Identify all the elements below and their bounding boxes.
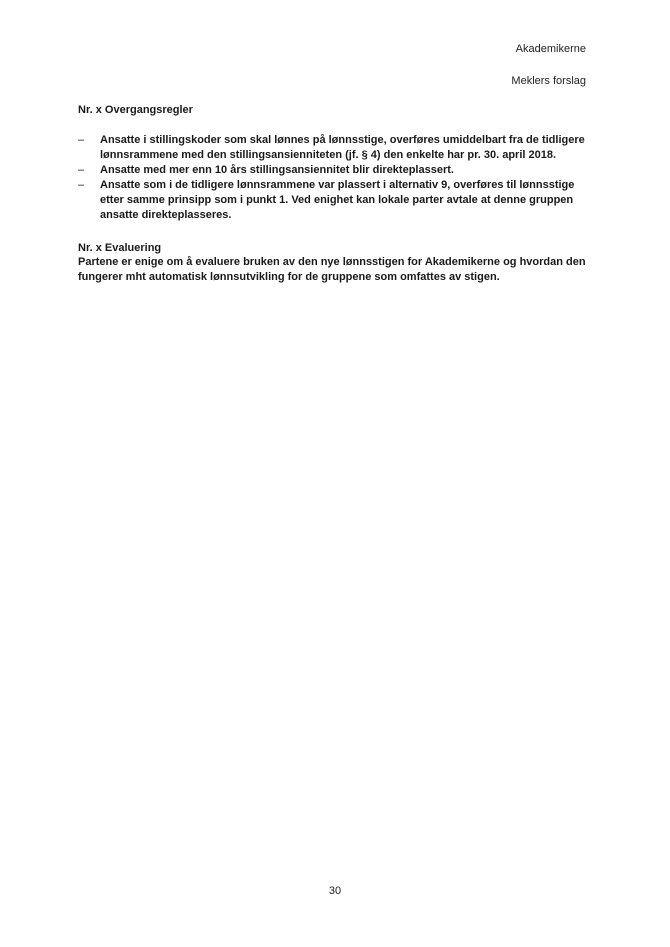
- dash-bullet-icon: –: [78, 179, 85, 191]
- section-paragraph: Partene er enige om å evaluere bruken av den nye lønnsstigen for Akademikerne og hvordan den fungerer mht automatisk lønnsutvikling for de gruppene som omfattes av stigen.: [78, 256, 586, 283]
- dash-bullet-icon: –: [78, 164, 85, 176]
- list-item-text: Ansatte i stillingskoder som skal lønnes på lønnsstige, overføres umiddelbart fra de tidligere lønnsrammene med den stillingsansienniteten (jf. § 4) den enkelte har pr. 30. april 2018.: [100, 134, 585, 161]
- dash-bullet-icon: –: [78, 134, 85, 146]
- list-item-text: Ansatte som i de tidligere lønnsrammene var plassert i alternativ 9, overføres til lønnsstige etter samme prinsipp som i punkt 1. Ved enighet kan lokale parter avtale at denne gruppen ansatte direkteplasseres.: [100, 179, 575, 221]
- section-evaluering: [78, 241, 598, 285]
- list-item: [78, 133, 598, 163]
- list-item-text: Ansatte med mer enn 10 års stillingsansiennitet blir direkteplassert.: [100, 164, 454, 176]
- header-organization: Akademikerne: [515, 43, 586, 55]
- section-title: Nr. x Evaluering: [78, 242, 162, 254]
- bullet-list: [78, 133, 598, 223]
- header-note: Meklers forslag: [511, 75, 586, 87]
- list-item: [78, 178, 598, 223]
- page-number: 30: [328, 885, 342, 897]
- section-overgangsregler: [78, 103, 598, 223]
- document-body: [78, 103, 598, 285]
- section-title: Nr. x Overgangsregler: [78, 104, 193, 116]
- list-item: [78, 163, 598, 178]
